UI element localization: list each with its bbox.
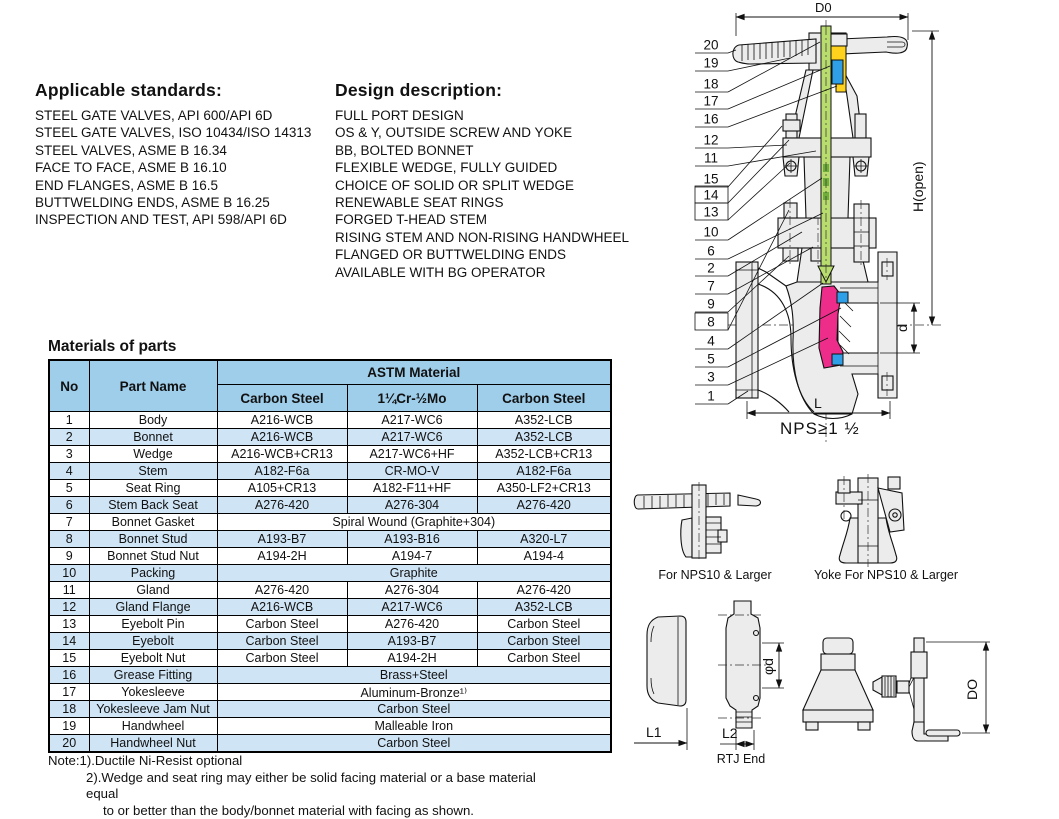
callout-number: 8 (707, 314, 715, 330)
callout-number: 2 (707, 260, 715, 276)
yoke-nps10-label: Yoke For NPS10 & Larger (813, 568, 959, 582)
gear-operator-drawing (803, 638, 990, 741)
table-row (49, 735, 611, 753)
table-row (49, 633, 611, 650)
cell-no: 12 (49, 599, 89, 616)
cell-material: A276-420 (477, 497, 611, 514)
nps10-label: For NPS10 & Larger (658, 568, 772, 582)
note-line-3: to or better than the body/bonnet material with facing as shown. (103, 802, 474, 818)
svg-text:d: d (894, 324, 910, 332)
cell-part-name: Body (89, 412, 217, 429)
cell-material: Graphite (217, 565, 611, 582)
cell-material: A182-F11+HF (347, 480, 477, 497)
cell-material: A276-420 (217, 582, 347, 599)
col-header-material-3: Carbon Steel (477, 385, 611, 412)
standards-section (35, 80, 330, 229)
cell-part-name: Eyebolt (89, 633, 217, 650)
standards-item: BUTTWELDING ENDS, ASME B 16.25 (35, 195, 270, 211)
cell-no: 15 (49, 650, 89, 667)
stem-bearing (832, 60, 843, 84)
callout-number: 10 (703, 224, 719, 240)
notes-block (48, 753, 568, 819)
cell-material: Brass+Steel (217, 667, 611, 684)
standards-item: FACE TO FACE, ASME B 16.10 (35, 160, 227, 176)
dim-H-open (910, 31, 939, 325)
table-row (49, 412, 611, 429)
cell-no: 2 (49, 429, 89, 446)
table-row (49, 463, 611, 480)
table-row (49, 514, 611, 531)
note-line-2: 2).Wedge and seat ring may either be solid facing material or a base material equal (86, 769, 536, 801)
callout-number: 6 (707, 243, 715, 259)
table-row (49, 701, 611, 718)
cell-no: 19 (49, 718, 89, 735)
seat-ring-upper (837, 292, 848, 303)
cell-material: A105+CR13 (217, 480, 347, 497)
callout-leader-line (728, 151, 816, 166)
cell-no: 6 (49, 497, 89, 514)
cell-material: A216-WCB+CR13 (217, 446, 347, 463)
callout-number: 7 (707, 278, 715, 294)
design-list (335, 107, 655, 281)
cell-material: A276-304 (347, 582, 477, 599)
callout-number: 18 (703, 76, 719, 92)
dim-phi-d-label: φd (760, 658, 776, 675)
table-row (49, 718, 611, 735)
standards-list (35, 107, 330, 229)
callout-number: 16 (703, 111, 719, 127)
cell-part-name: Gland (89, 582, 217, 599)
cell-material: A217-WC6 (347, 599, 477, 616)
table-row (49, 531, 611, 548)
table-row (49, 616, 611, 633)
table-row (49, 480, 611, 497)
design-item: FORGED T-HEAD STEM (335, 212, 488, 228)
dim-L1-label: L1 (646, 724, 662, 740)
cell-material: Carbon Steel (477, 616, 611, 633)
cell-part-name: Bonnet (89, 429, 217, 446)
col-header-material-2: 1¼Cr-½Mo (347, 385, 477, 412)
cell-material: A182-F6a (217, 463, 347, 480)
cell-part-name: Bonnet Stud (89, 531, 217, 548)
cell-material: Carbon Steel (217, 735, 611, 753)
cell-material: A217-WC6+HF (347, 446, 477, 463)
callout-leader-line (728, 66, 830, 109)
table-row (49, 582, 611, 599)
cell-no: 17 (49, 684, 89, 701)
cell-part-name: Yokesleeve (89, 684, 217, 701)
rtj-end-label: RTJ End (716, 752, 766, 766)
dim-L2-label: L2 (722, 725, 738, 741)
cell-no: 20 (49, 735, 89, 753)
cell-material: A350-LF2+CR13 (477, 480, 611, 497)
cell-no: 8 (49, 531, 89, 548)
cell-material: A194-7 (347, 548, 477, 565)
cell-part-name: Grease Fitting (89, 667, 217, 684)
yokesleeve-assembly (829, 34, 847, 92)
cell-material: A217-WC6 (347, 429, 477, 446)
callout-number: 19 (703, 55, 719, 71)
nps10-handwheel-drawing (634, 482, 760, 561)
table-row (49, 667, 611, 684)
table-row (49, 548, 611, 565)
cell-part-name: Handwheel (89, 718, 217, 735)
cell-part-name: Seat Ring (89, 480, 217, 497)
callout-number: 1 (707, 388, 715, 404)
yokesleeve-jam-nut (829, 34, 847, 46)
cell-material: A352-LCB (477, 429, 611, 446)
cell-part-name: Eyebolt Pin (89, 616, 217, 633)
materials-title: Materials of parts (48, 338, 177, 355)
cell-material: Aluminum-Bronze¹⁾ (217, 684, 611, 701)
standards-item: END FLANGES, ASME B 16.5 (35, 177, 219, 193)
cell-no: 7 (49, 514, 89, 531)
auxiliary-drawings (630, 460, 1059, 819)
cell-no: 1 (49, 412, 89, 429)
svg-text:D0: D0 (815, 0, 832, 15)
cell-no: 4 (49, 463, 89, 480)
callout-number: 14 (703, 187, 719, 203)
cell-part-name: Stem (89, 463, 217, 480)
col-header-material-1: Carbon Steel (217, 385, 347, 412)
table-row (49, 429, 611, 446)
cell-material: Malleable Iron (217, 718, 611, 735)
cell-material: CR-MO-V (347, 463, 477, 480)
col-header-astm: ASTM Material (217, 360, 611, 385)
cell-part-name: Wedge (89, 446, 217, 463)
cell-no: 16 (49, 667, 89, 684)
cell-no: 3 (49, 446, 89, 463)
cell-material: A352-LCB (477, 412, 611, 429)
standards-title: Applicable standards: (35, 80, 223, 100)
cell-material: Carbon Steel (477, 633, 611, 650)
cell-part-name: Bonnet Gasket (89, 514, 217, 531)
table-row (49, 497, 611, 514)
design-section (335, 80, 655, 281)
cell-no: 10 (49, 565, 89, 582)
cell-material: A216-WCB (217, 429, 347, 446)
callout-number: 11 (703, 150, 719, 166)
cell-part-name: Gland Flange (89, 599, 217, 616)
materials-table (48, 359, 612, 753)
yoke-nps10-drawing (836, 474, 904, 567)
cell-material: A217-WC6 (347, 412, 477, 429)
table-row (49, 565, 611, 582)
standards-item: INSPECTION AND TEST, API 598/API 6D (35, 212, 287, 228)
cell-material: A352-LCB+CR13 (477, 446, 611, 463)
table-row (49, 446, 611, 463)
cell-material: Carbon Steel (217, 650, 347, 667)
design-item: CHOICE OF SOLID OR SPLIT WEDGE (335, 177, 575, 193)
standards-item: STEEL VALVES, ASME B 16.34 (35, 142, 227, 158)
cell-no: 5 (49, 480, 89, 497)
weld-cap-drawing (634, 616, 687, 750)
standards-item: STEEL GATE VALVES, API 600/API 6D (35, 108, 273, 123)
cell-material: Carbon Steel (217, 616, 347, 633)
note-line-1: Note:1).Ductile Ni-Resist optional (48, 753, 243, 768)
design-item: OS & Y, OUTSIDE SCREW AND YOKE (335, 125, 573, 141)
callout-number: 20 (703, 37, 719, 53)
seat-ring-lower (832, 354, 843, 365)
cell-material: A193-B7 (347, 633, 477, 650)
svg-text:L: L (814, 395, 822, 411)
design-item: FLANGED OR BUTTWELDING ENDS (335, 247, 567, 263)
callout-number: 5 (707, 351, 715, 367)
cell-material: A216-WCB (217, 412, 347, 429)
table-row (49, 650, 611, 667)
cell-material: Carbon Steel (217, 633, 347, 650)
cell-material: A276-420 (217, 497, 347, 514)
callout-number: 3 (707, 369, 715, 385)
col-header-part-name: Part Name (89, 360, 217, 412)
cell-part-name: Yokesleeve Jam Nut (89, 701, 217, 718)
cell-material: A194-2H (347, 650, 477, 667)
svg-text:H(open): H(open) (910, 161, 926, 212)
cell-material: A320-L7 (477, 531, 611, 548)
callout-number: 13 (703, 204, 719, 220)
dim-DO-label: DO (964, 679, 980, 700)
materials-table-body (49, 412, 611, 753)
cell-material: Spiral Wound (Graphite+304) (217, 514, 611, 531)
col-header-no: No (49, 360, 89, 412)
cell-part-name: Packing (89, 565, 217, 582)
cell-no: 13 (49, 616, 89, 633)
standards-item: STEEL GATE VALVES, ISO 10434/ISO 14313 (35, 125, 312, 141)
gate-valve-section-drawing (690, 0, 1059, 450)
cell-material: A352-LCB (477, 599, 611, 616)
design-item: FULL PORT DESIGN (335, 108, 464, 123)
cell-no: 11 (49, 582, 89, 599)
callout-number: 4 (707, 333, 715, 349)
callout-leader-line (728, 140, 789, 203)
cell-material: Carbon Steel (477, 650, 611, 667)
cell-no: 18 (49, 701, 89, 718)
cell-material: A194-2H (217, 548, 347, 565)
table-row (49, 599, 611, 616)
callout-leader-line (728, 145, 787, 148)
design-title: Design description: (335, 80, 503, 100)
cell-material: A276-304 (347, 497, 477, 514)
callout-number: 17 (703, 93, 719, 109)
callout-number: 9 (707, 296, 715, 312)
cell-no: 9 (49, 548, 89, 565)
rtj-end-drawing (718, 601, 784, 750)
design-item: RISING STEM AND NON-RISING HANDWHEEL (335, 229, 630, 245)
cell-material: A193-B7 (217, 531, 347, 548)
design-item: RENEWABLE SEAT RINGS (335, 195, 504, 211)
cell-material: A216-WCB (217, 599, 347, 616)
callout-number: 15 (703, 171, 719, 187)
design-item: FLEXIBLE WEDGE, FULLY GUIDED (335, 160, 558, 176)
cell-no: 14 (49, 633, 89, 650)
cell-material: A182-F6a (477, 463, 611, 480)
cell-material: A276-420 (347, 616, 477, 633)
cell-part-name: Bonnet Stud Nut (89, 548, 217, 565)
cell-part-name: Handwheel Nut (89, 735, 217, 753)
cell-material: A194-4 (477, 548, 611, 565)
table-row (49, 684, 611, 701)
size-note: NPS≥1 ½ (780, 419, 860, 438)
cell-material: Carbon Steel (217, 701, 611, 718)
cell-material: A276-420 (477, 582, 611, 599)
cell-part-name: Eyebolt Nut (89, 650, 217, 667)
callout-number: 12 (703, 132, 719, 148)
design-item: AVAILABLE WITH BG OPERATOR (335, 264, 546, 280)
cell-material: A193-B16 (347, 531, 477, 548)
cell-part-name: Stem Back Seat (89, 497, 217, 514)
design-item: BB, BOLTED BONNET (335, 142, 474, 158)
